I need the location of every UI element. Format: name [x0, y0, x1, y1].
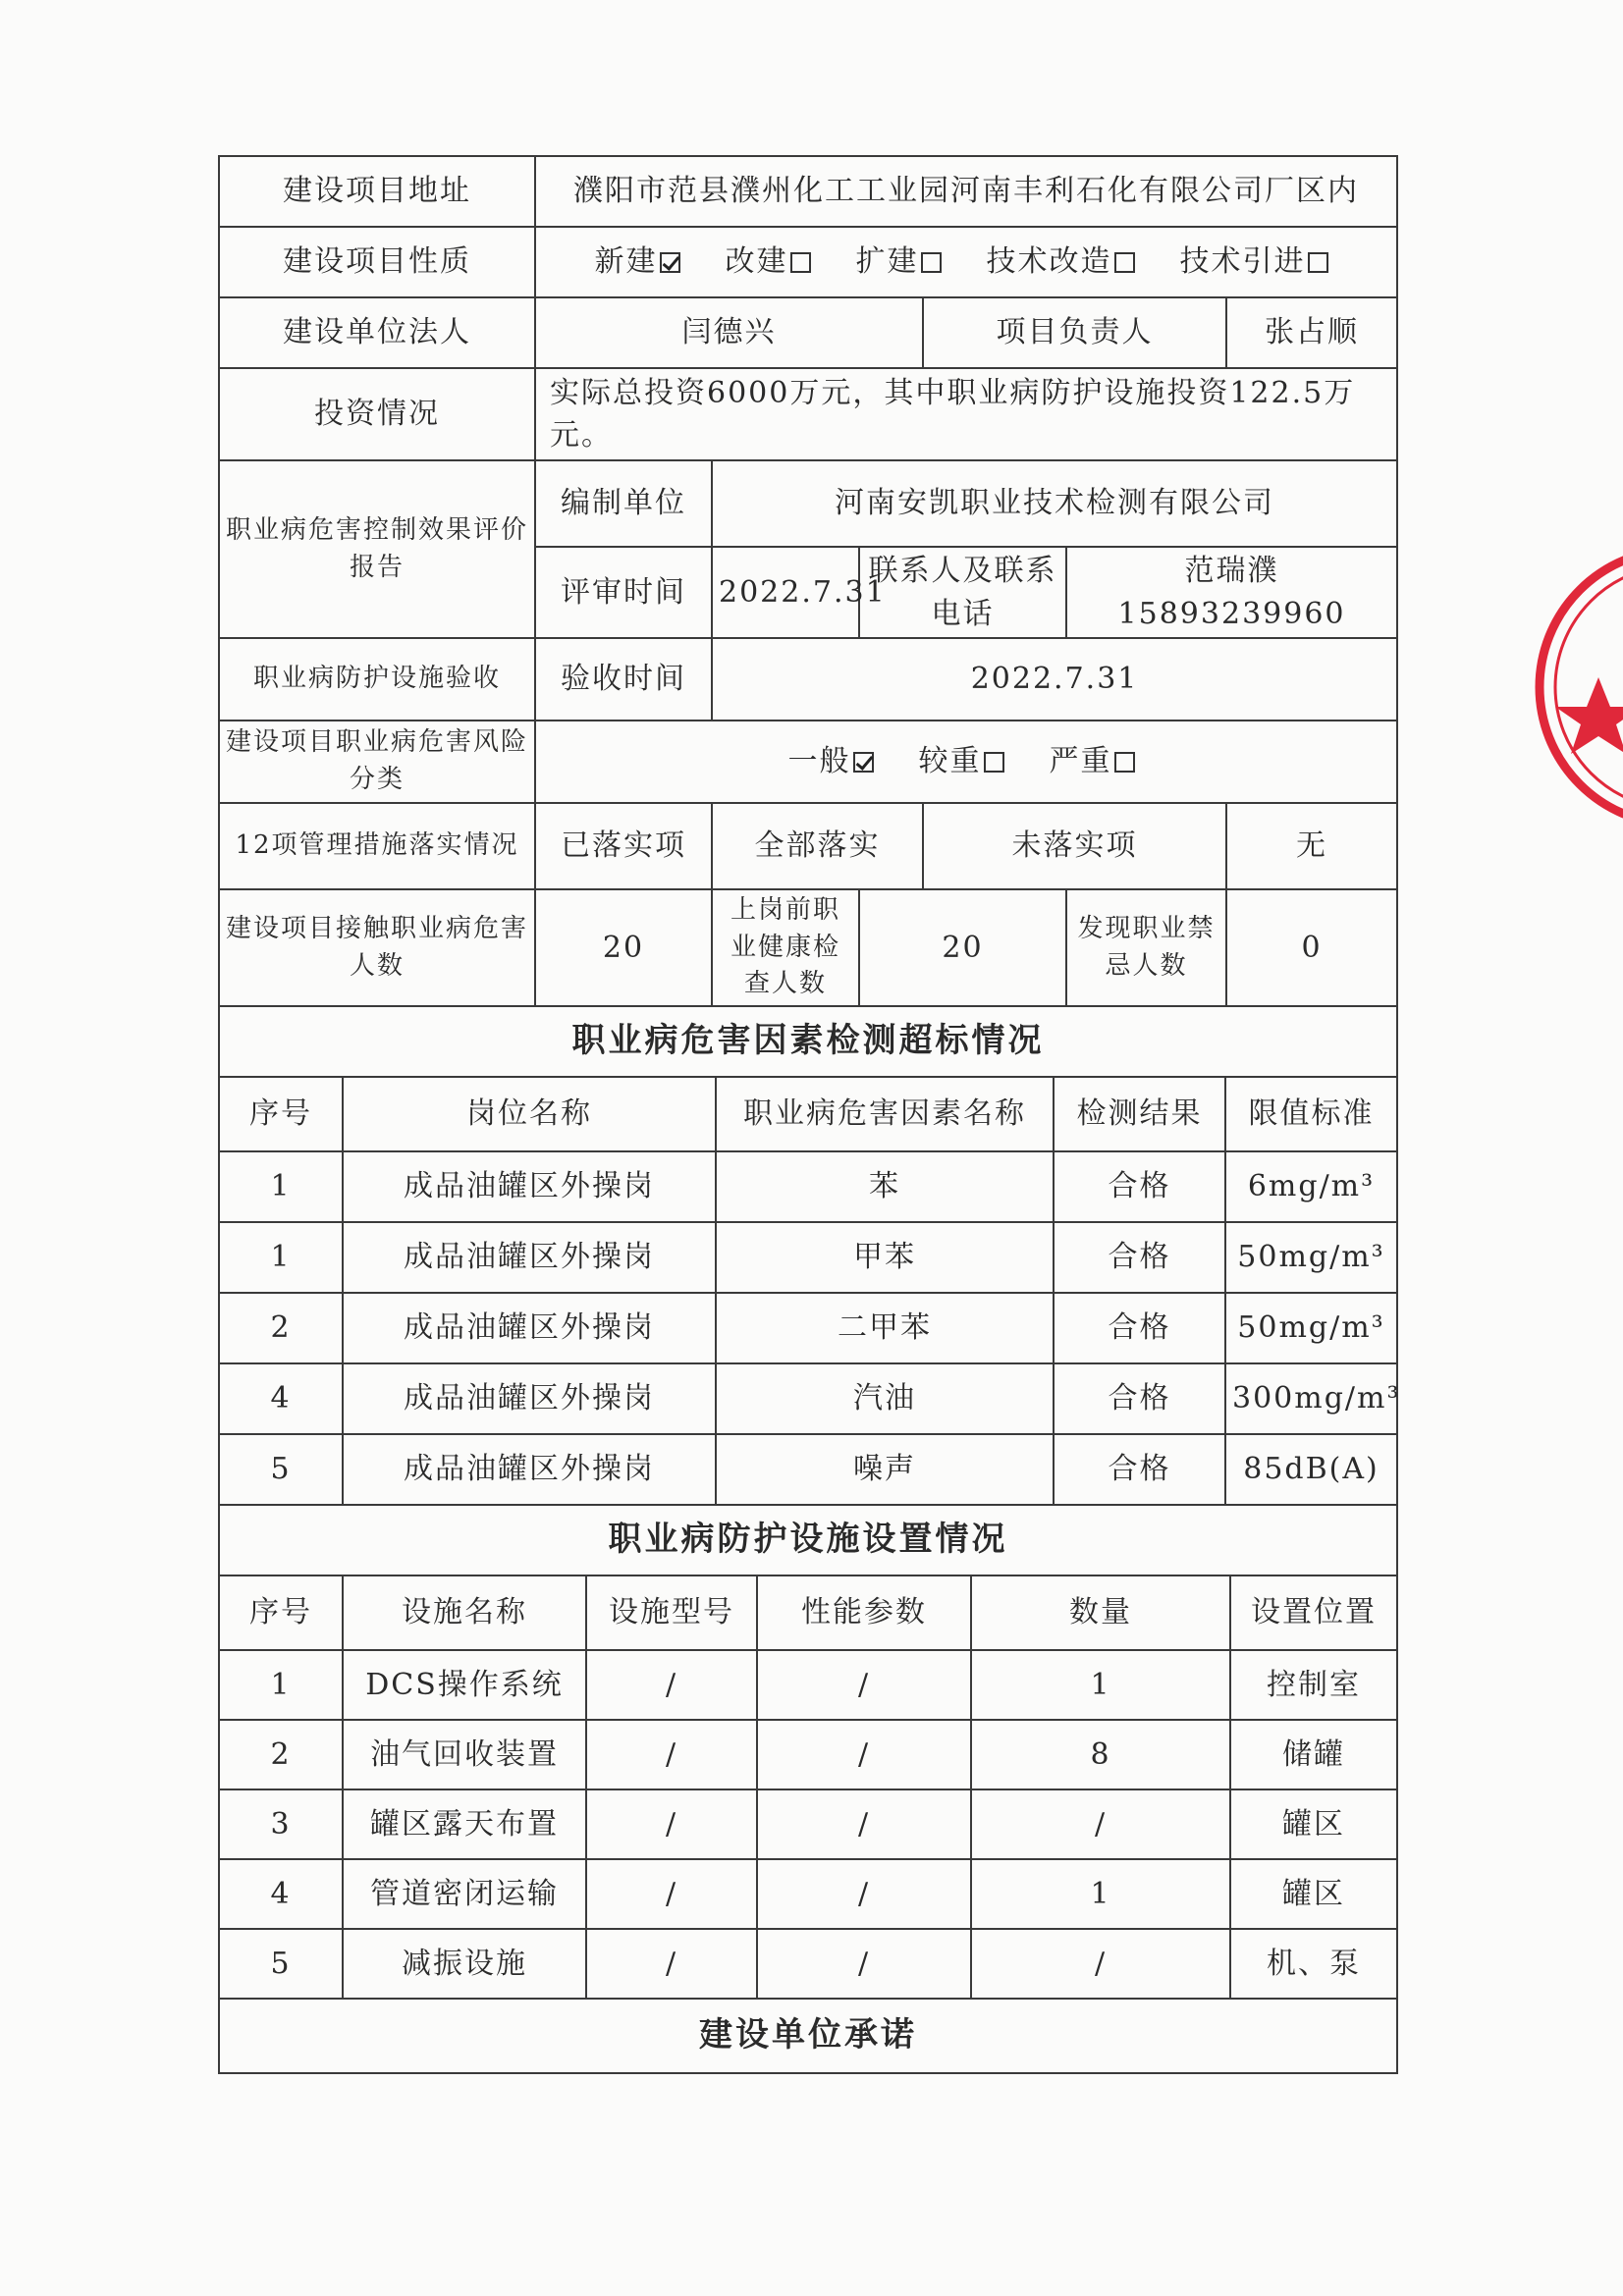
contra-label: 发现职业禁忌人数 — [1066, 889, 1226, 1006]
hazard-cell: 6mg/m³ — [1225, 1151, 1397, 1222]
preexam-label: 上岗前职业健康检查人数 — [712, 889, 859, 1006]
risk-options — [535, 721, 1397, 803]
nature-label: 建设项目性质 — [219, 227, 535, 297]
nature-option — [987, 244, 1145, 279]
table-row — [219, 1222, 1397, 1293]
facility-cell: 机、泵 — [1230, 1929, 1397, 1999]
nature-option — [856, 244, 951, 279]
facility-header-cell: 性能参数 — [757, 1575, 971, 1650]
hazard-cell: 成品油罐区外操岗 — [343, 1151, 716, 1222]
hazard-cell: 50mg/m³ — [1225, 1293, 1397, 1363]
hazard-cell: 2 — [219, 1293, 343, 1363]
checkbox-empty-icon[interactable] — [790, 252, 811, 273]
hazard-header-cell: 岗位名称 — [343, 1077, 716, 1151]
facility-cell: / — [971, 1789, 1230, 1859]
facility-cell: 3 — [219, 1789, 343, 1859]
facility-header-cell: 设施名称 — [343, 1575, 586, 1650]
risk-option — [788, 744, 884, 778]
checkbox-checked-icon[interactable] — [660, 252, 680, 273]
project-info-table — [218, 155, 1398, 1007]
hazard-cell: 成品油罐区外操岗 — [343, 1222, 716, 1293]
table-row — [219, 1293, 1397, 1363]
hazard-cell: 300mg/m³ — [1225, 1363, 1397, 1434]
risk-option — [1050, 744, 1145, 778]
facility-cell: 油气回收装置 — [343, 1720, 586, 1789]
investment-value: 实际总投资6000万元，其中职业病防护设施投资122.5万元。 — [535, 368, 1397, 460]
seal-inner-ring — [1555, 565, 1623, 809]
exposed-value: 20 — [535, 889, 712, 1006]
compiler-label: 编制单位 — [535, 460, 712, 547]
address-label: 建设项目地址 — [219, 156, 535, 227]
contact-label: 联系人及联系电话 — [859, 547, 1066, 638]
exposed-label: 建设项目接触职业病危害人数 — [219, 889, 535, 1006]
nature-option-label: 改建 — [725, 244, 788, 280]
hazard-header-cell: 序号 — [219, 1077, 343, 1151]
checkbox-checked-icon[interactable] — [853, 752, 874, 773]
nature-option — [726, 244, 821, 279]
legal-rep-label: 建设单位法人 — [219, 297, 535, 368]
nature-option-label: 技术改造 — [986, 244, 1112, 280]
company-seal — [1520, 530, 1623, 844]
hazard-cell: 5 — [219, 1434, 343, 1505]
facility-cell: / — [757, 1650, 971, 1720]
commitment-title: 建设单位承诺 — [219, 1999, 1397, 2073]
hazard-cell: 50mg/m³ — [1225, 1222, 1397, 1293]
implemented-value: 全部落实 — [712, 803, 923, 889]
legal-rep-value: 闫德兴 — [535, 297, 923, 368]
table-row — [219, 1650, 1397, 1720]
review-time-label: 评审时间 — [535, 547, 712, 638]
risk-option-label: 较重 — [918, 744, 982, 779]
risk-option — [919, 744, 1014, 778]
hazard-table — [218, 1005, 1401, 1506]
hazard-cell: 甲苯 — [716, 1222, 1054, 1293]
hazard-cell: 苯 — [716, 1151, 1054, 1222]
contra-value: 0 — [1226, 889, 1397, 1006]
table-row — [219, 1859, 1397, 1929]
acceptance-time-label: 验收时间 — [535, 638, 712, 721]
compiler-value: 河南安凯职业技术检测有限公司 — [712, 460, 1397, 547]
nature-option — [595, 244, 690, 279]
hazard-cell: 成品油罐区外操岗 — [343, 1363, 716, 1434]
facility-header-cell: 设施型号 — [586, 1575, 757, 1650]
facility-cell: 罐区露天布置 — [343, 1789, 586, 1859]
risk-label: 建设项目职业病危害风险分类 — [219, 721, 535, 803]
nature-option-label: 技术引进 — [1179, 244, 1306, 280]
hazard-cell: 噪声 — [716, 1434, 1054, 1505]
acceptance-time-value: 2022.7.31 — [712, 638, 1397, 721]
facility-cell: / — [586, 1859, 757, 1929]
facility-cell: / — [586, 1650, 757, 1720]
hazard-cell: 成品油罐区外操岗 — [343, 1434, 716, 1505]
facility-cell: / — [757, 1789, 971, 1859]
facility-cell: / — [586, 1929, 757, 1999]
hazard-cell: 合格 — [1054, 1434, 1225, 1505]
facility-cell: 4 — [219, 1859, 343, 1929]
hazard-cell: 1 — [219, 1222, 343, 1293]
facility-cell: 1 — [971, 1859, 1230, 1929]
seal-star — [1555, 677, 1623, 754]
hazard-cell: 二甲苯 — [716, 1293, 1054, 1363]
nature-option-label: 新建 — [594, 244, 658, 280]
risk-option-label: 严重 — [1049, 744, 1112, 779]
hazard-cell: 合格 — [1054, 1222, 1225, 1293]
checkbox-empty-icon[interactable] — [1114, 252, 1135, 273]
facility-header-cell: 设置位置 — [1230, 1575, 1397, 1650]
table-row — [219, 1929, 1397, 1999]
facility-cell: / — [757, 1929, 971, 1999]
manager-label: 项目负责人 — [923, 297, 1226, 368]
hazard-cell: 85dB(A) — [1225, 1434, 1397, 1505]
nature-option-label: 扩建 — [855, 244, 919, 280]
facility-cell: 控制室 — [1230, 1650, 1397, 1720]
facility-cell: 罐区 — [1230, 1859, 1397, 1929]
hazard-cell: 汽油 — [716, 1363, 1054, 1434]
hazard-cell: 合格 — [1054, 1151, 1225, 1222]
checkbox-empty-icon[interactable] — [984, 752, 1004, 773]
hazard-cell: 1 — [219, 1151, 343, 1222]
hazard-header-cell: 限值标准 — [1225, 1077, 1397, 1151]
risk-option-label: 一般 — [787, 744, 851, 779]
facility-cell: 5 — [219, 1929, 343, 1999]
table-row — [219, 1151, 1397, 1222]
hazard-table-body — [219, 1077, 1401, 1505]
facility-cell: 2 — [219, 1720, 343, 1789]
table-row — [219, 1720, 1397, 1789]
seal-ring — [1540, 550, 1623, 825]
facility-cell: / — [757, 1859, 971, 1929]
table-row — [219, 1789, 1397, 1859]
hazard-cell: 4 — [219, 1363, 343, 1434]
facility-header-cell: 序号 — [219, 1575, 343, 1650]
facility-cell: 罐区 — [1230, 1789, 1397, 1859]
facility-cell: DCS操作系统 — [343, 1650, 586, 1720]
hazard-cell: 合格 — [1054, 1293, 1225, 1363]
table-row — [219, 1434, 1397, 1505]
preexam-value: 20 — [859, 889, 1066, 1006]
facility-cell: / — [586, 1720, 757, 1789]
facility-cell: / — [757, 1720, 971, 1789]
implemented-label: 已落实项 — [535, 803, 712, 889]
facility-title: 职业病防护设施设置情况 — [219, 1505, 1397, 1575]
measures-label: 12项管理措施落实情况 — [219, 803, 535, 889]
review-time-value: 2022.7.31 — [712, 547, 859, 638]
checkbox-empty-icon[interactable] — [1308, 252, 1328, 273]
facility-cell: 管道密闭运输 — [343, 1859, 586, 1929]
nature-options — [535, 227, 1397, 297]
facility-table — [218, 1504, 1398, 2074]
not-implemented-value: 无 — [1226, 803, 1397, 889]
facility-cell: / — [971, 1929, 1230, 1999]
investment-label: 投资情况 — [219, 368, 535, 460]
facility-cell: 减振设施 — [343, 1929, 586, 1999]
form-sheet — [218, 155, 1401, 2074]
facility-cell: 储罐 — [1230, 1720, 1397, 1789]
facility-cell: 1 — [219, 1650, 343, 1720]
contact-value: 范瑞濮 15893239960 — [1066, 547, 1397, 638]
hazard-title: 职业病危害因素检测超标情况 — [219, 1006, 1397, 1077]
facility-header-cell: 数量 — [971, 1575, 1230, 1650]
facility-cell: / — [586, 1789, 757, 1859]
not-implemented-label: 未落实项 — [923, 803, 1226, 889]
manager-value: 张占顺 — [1226, 297, 1397, 368]
facility-cell: 1 — [971, 1650, 1230, 1720]
hazard-header-cell: 检测结果 — [1054, 1077, 1225, 1151]
address-value: 濮阳市范县濮州化工工业园河南丰利石化有限公司厂区内 — [535, 156, 1397, 227]
table-row — [219, 1363, 1397, 1434]
acceptance-label: 职业病防护设施验收 — [219, 638, 535, 721]
nature-option — [1180, 244, 1338, 279]
report-label: 职业病危害控制效果评价报告 — [219, 460, 535, 638]
facility-cell: 8 — [971, 1720, 1230, 1789]
checkbox-empty-icon[interactable] — [1114, 752, 1135, 773]
checkbox-empty-icon[interactable] — [921, 252, 942, 273]
hazard-cell: 合格 — [1054, 1363, 1225, 1434]
hazard-cell: 成品油罐区外操岗 — [343, 1293, 716, 1363]
facility-table-body — [219, 1575, 1397, 1999]
hazard-header-cell: 职业病危害因素名称 — [716, 1077, 1054, 1151]
